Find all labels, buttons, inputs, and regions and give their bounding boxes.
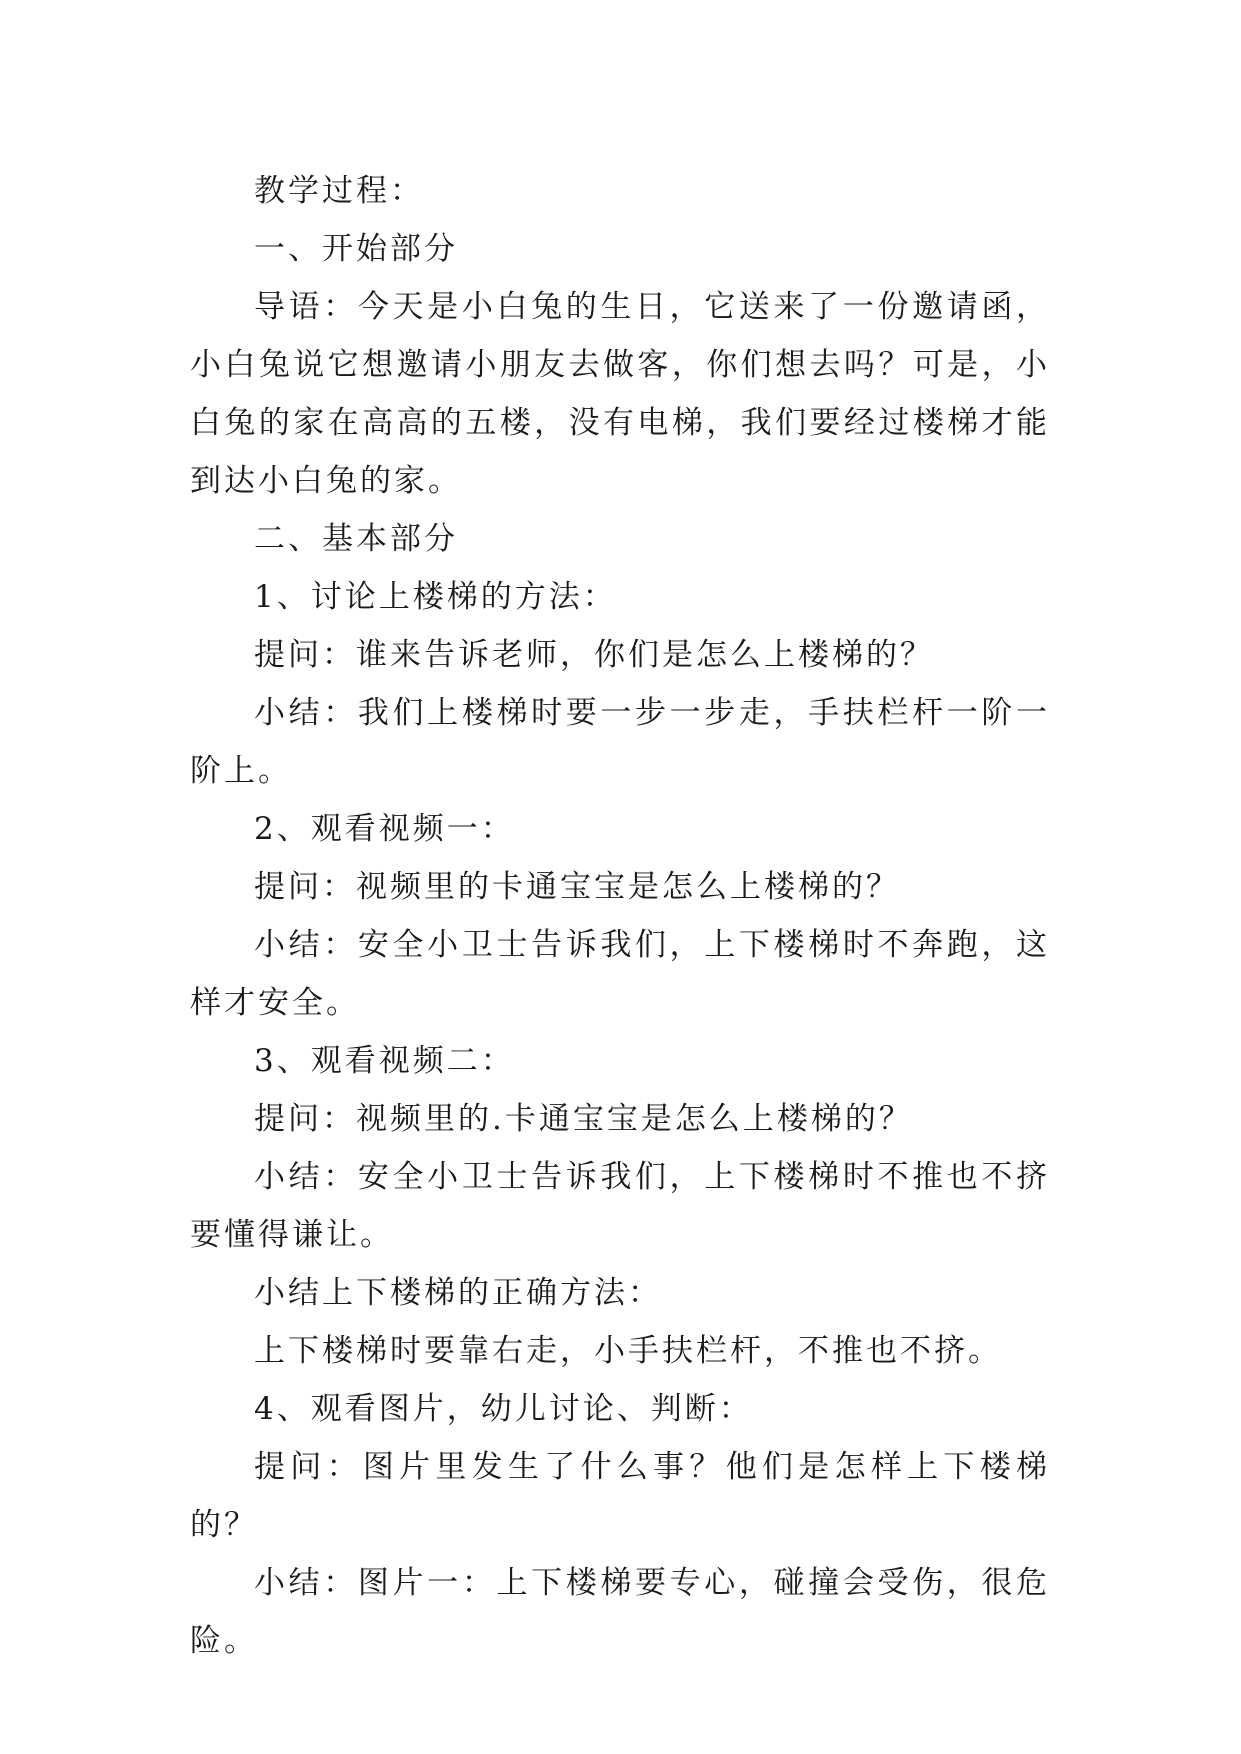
paragraph-step-4-summary: 小结：图片一：上下楼梯要专心，碰撞会受伤，很危险。 — [190, 1565, 1050, 1659]
paragraph-step-2-summary: 小结：安全小卫士告诉我们，上下楼梯时不奔跑，这样才安全。 — [190, 927, 1050, 1021]
paragraph-step-1-summary: 小结：我们上楼梯时要一步一步走，手扶栏杆一阶一阶上。 — [190, 695, 1050, 789]
paragraph-step-2-question: 提问：视频里的卡通宝宝是怎么上楼梯的？ — [254, 869, 900, 905]
paragraph-method-summary: 上下楼梯时要靠右走，小手扶栏杆，不推也不挤。 — [254, 1333, 1002, 1369]
document-body — [190, 162, 1050, 1670]
paragraph-method-summary-heading: 小结上下楼梯的正确方法： — [254, 1275, 662, 1311]
paragraph-intro: 导语：今天是小白兔的生日，它送来了一份邀请函，小白兔说它想邀请小朋友去做客，你们想去吗？可是，小白兔的家在高高的五楼，没有电梯，我们要经过楼梯才能到达小白兔的家。 — [190, 289, 1050, 499]
paragraph-step-2-heading: 2、观看视频一： — [254, 811, 515, 847]
paragraph-step-4-heading: 4、观看图片，幼儿讨论、判断： — [254, 1391, 753, 1427]
paragraph-step-3-summary: 小结：安全小卫士告诉我们，上下楼梯时不推也不挤要懂得谦让。 — [190, 1159, 1050, 1253]
paragraph-step-1-heading: 1、讨论上楼梯的方法： — [254, 579, 617, 615]
paragraph-part-one-heading: 一、开始部分 — [254, 231, 458, 267]
paragraph-step-3-question: 提问：视频里的.卡通宝宝是怎么上楼梯的？ — [254, 1101, 913, 1137]
paragraph-section-heading: 教学过程： — [254, 173, 424, 209]
paragraph-part-two-heading: 二、基本部分 — [254, 521, 458, 557]
paragraph-step-3-heading: 3、观看视频二： — [254, 1043, 515, 1079]
paragraph-step-4-question: 提问：图片里发生了什么事？他们是怎样上下楼梯的？ — [190, 1449, 1050, 1543]
paragraph-step-1-question: 提问：谁来告诉老师，你们是怎么上楼梯的？ — [254, 637, 934, 673]
